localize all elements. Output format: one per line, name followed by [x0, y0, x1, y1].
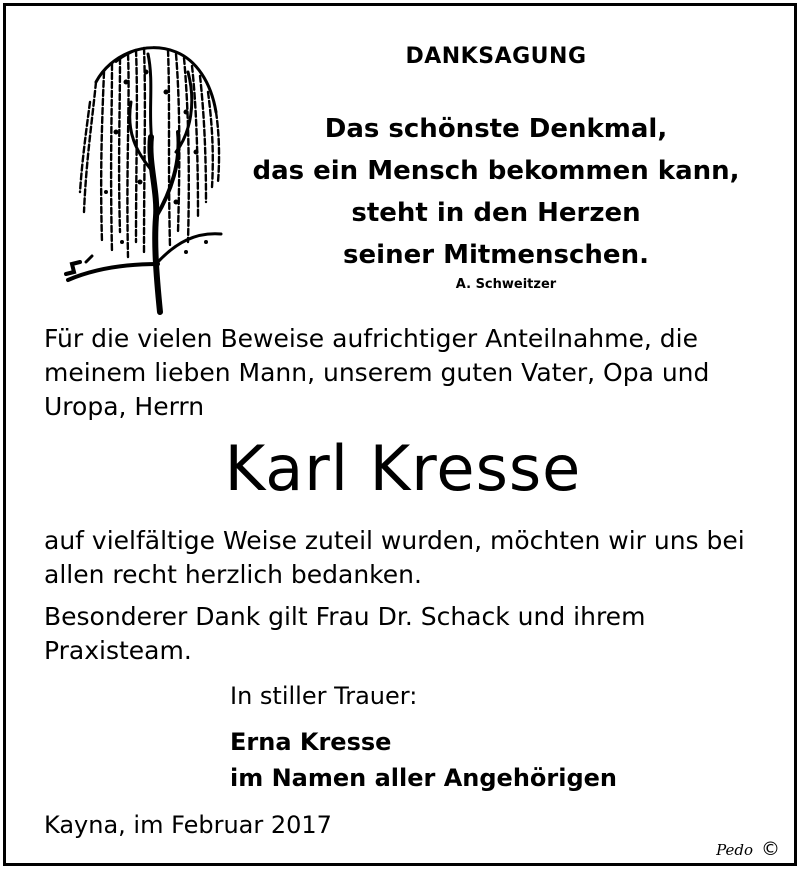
intro-text — [44, 322, 709, 424]
thanks-text — [44, 524, 745, 592]
notice-title: DANKSAGUNG — [405, 44, 587, 69]
credit — [716, 838, 780, 860]
quote — [236, 108, 756, 276]
special-thanks-line: Besonderer Dank gilt Frau Dr. Schack und ihrem — [44, 602, 646, 631]
obituary-notice — [3, 3, 797, 866]
weeping-willow-icon — [56, 42, 231, 317]
intro-line: Uropa, Herrn — [44, 392, 205, 421]
signer-family: im Namen aller Angehörigen — [230, 764, 618, 792]
thanks-line: auf vielfältige Weise zuteil wurden, möchten wir uns bei — [44, 526, 745, 555]
quote-line: steht in den Herzen — [351, 198, 641, 228]
mourning-label: In stiller Trauer: — [230, 682, 418, 710]
quote-line: das ein Mensch bekommen kann, — [252, 156, 740, 186]
special-thanks-text — [44, 600, 645, 668]
quote-line: Das schönste Denkmal, — [324, 114, 668, 144]
signer-name: Erna Kresse — [230, 728, 392, 756]
special-thanks-line: Praxisteam. — [44, 636, 192, 665]
intro-line: meinem lieben Mann, unserem guten Vater, Opa und — [44, 358, 710, 387]
credit-signature: Pedo — [716, 841, 753, 859]
quote-author: A. Schweitzer — [455, 277, 557, 292]
deceased-name: Karl Kresse — [224, 432, 582, 505]
copyright-icon: © — [761, 838, 780, 860]
thanks-line: allen recht herzlich bedanken. — [44, 560, 422, 589]
place-date: Kayna, im Februar 2017 — [44, 811, 332, 839]
quote-line: seiner Mitmenschen. — [343, 240, 649, 270]
intro-line: Für die vielen Beweise aufrichtiger Anteilnahme, die — [44, 324, 698, 353]
